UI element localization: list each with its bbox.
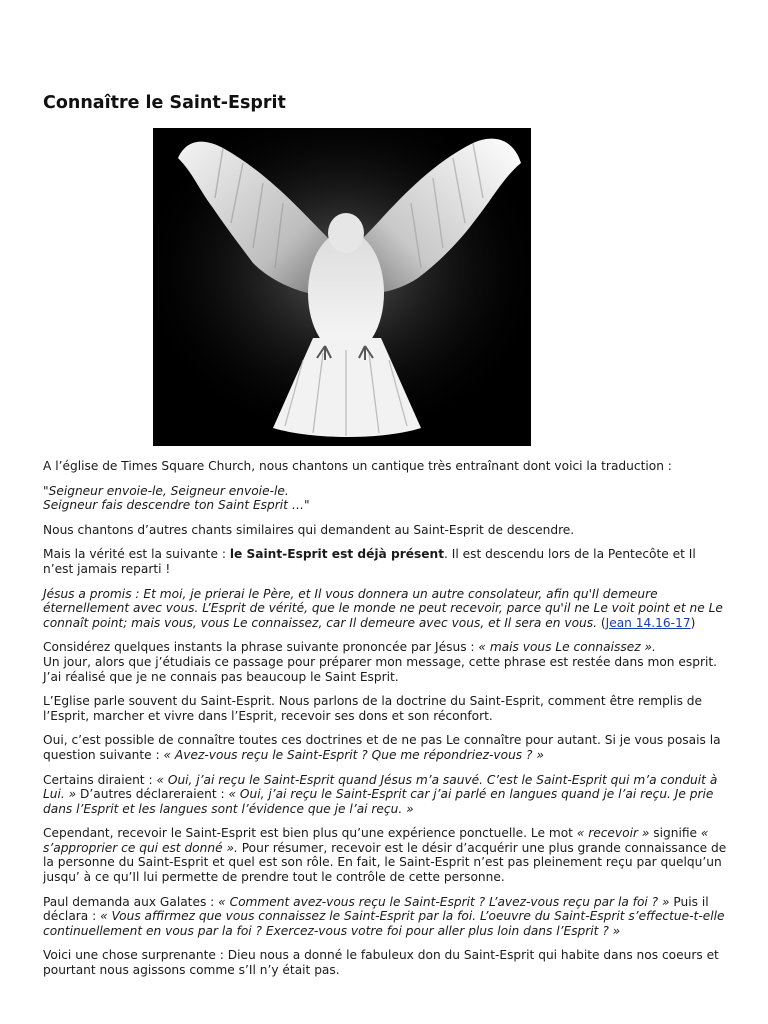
paragraph (43, 773, 727, 817)
text-run: ) (690, 615, 696, 630)
italic-text: « Oui, j’ai reçu le Saint-Esprit quand Jésus m’a sauvé. C’est le Saint-Esprit qui m’a conduit à Lui. » (43, 772, 718, 802)
paragraph (43, 547, 727, 576)
text-run: J’ai réalisé que je ne connais pas beaucoup le Saint Esprit. (43, 669, 399, 684)
text-run: Paul demanda aux Galates : (43, 894, 219, 909)
scripture-reference-link[interactable]: Jean 14.16-17 (605, 615, 691, 630)
text-run: Oui, c’est possible de connaître toutes ces doctrines et de ne pas Le connaître pour autant. Si je vous posais la question suivante : (43, 733, 721, 762)
italic-text: « recevoir » (576, 826, 650, 841)
italic-text: Jésus a promis : Et moi, je prierai le Père, et Il vous donnera un autre consolateur, afin qu'Il demeure éternellement avec vous. L’Esprit de vérité, que le monde ne peut recevoir, parce qu'il ne Le voit point et ne Le connaît point; mais vous, vous Le connaissez, car Il demeure avec vous, et Il sera en vous. (43, 586, 723, 630)
italic-text: « Avez-vous reçu le Saint-Esprit ? Que me répondriez-vous ? » (163, 747, 544, 762)
dove-icon (153, 128, 531, 446)
paragraph: Voici une chose surprenante : Dieu nous a donné le fabuleux don du Saint-Esprit qui habite dans nos coeurs et pourtant nous agissons comme s’Il n’y était pas. (43, 948, 719, 978)
dove-image (153, 128, 531, 446)
bold-text: le Saint-Esprit est déjà présent (229, 547, 445, 562)
paragraph: L’Eglise parle souvent du Saint-Esprit. Nous parlons de la doctrine du Saint-Esprit, comment être remplis de l’Esprit, marcher et vivre dans l’Esprit, recevoir ses dons et son réconfort. (43, 694, 703, 723)
text-run: signifie (649, 826, 701, 841)
text-run: Un jour, alors que j’étudiais ce passage pour préparer mon message, cette phrase est restée dans mon esprit. (43, 654, 718, 669)
quote-line: Seigneur fais descendre ton Saint Esprit …" (43, 498, 310, 513)
text-run: Considérez quelques instants la phrase suivante prononcée par Jésus : (43, 640, 479, 655)
text-run: Certains diraient : (43, 772, 157, 787)
paragraph: A l’église de Times Square Church, nous chantons un cantique très entraînant dont voici la traduction : (43, 459, 672, 473)
quote-line: "Seigneur envoie-le, Seigneur envoie-le. (43, 483, 289, 498)
text-run: Pour résumer, recevoir est le désir d’acquérir une plus grande connaissance de la personne du Saint-Esprit et quel est son rôle. En fait, le Saint-Esprit n’est pas pleinement reçu par quelqu’un jusqu’ à ce qu’Il lui permette de prendre tout le contrôle de cette personne. (43, 840, 727, 885)
italic-text: « Oui, j’ai reçu le Saint-Esprit car j’ai parlé en langues quand je l’ai reçu. Je prie dans l’Esprit et les langues sont l’évidence que je l’ai reçu. » (43, 787, 714, 816)
text-run: . Il est descendu lors de la Pentecôte et Il n’est jamais reparti ! (43, 547, 696, 576)
text-run: D’autres déclareraient : (76, 787, 229, 802)
text-run: ( (596, 615, 606, 630)
italic-text: « mais vous Le connaissez ». (478, 640, 656, 655)
page-title: Connaître le Saint-Esprit (43, 93, 286, 113)
text-run: Mais la vérité est la suivante : (43, 547, 230, 562)
paragraph: Nous chantons d’autres chants similaires qui demandent au Saint-Esprit de descendre. (43, 522, 575, 537)
italic-text: « Vous affirmez que vous connaissez le Saint-Esprit par la foi. L’oeuvre du Saint-Esprit s’effectue-t-elle continuellement en vous par la foi ? Exercez-vous votre foi pour aller plus loin dans l’Esprit ? » (43, 909, 725, 938)
paragraph (43, 826, 727, 884)
text-run: Cependant, recevoir le Saint-Esprit est bien plus qu’une expérience ponctuelle. Le mot (43, 826, 577, 841)
paragraph (43, 895, 727, 939)
article-body (43, 459, 727, 978)
scripture-quote (43, 587, 727, 631)
song-quote (43, 484, 727, 513)
text-run: Puis il déclara : (43, 894, 709, 924)
italic-text: « Comment avez-vous reçu le Saint-Esprit ? L’avez-vous reçu par la foi ? » (218, 894, 670, 909)
paragraph (43, 733, 727, 762)
italic-text: « s’approprier ce qui est donné ». (43, 826, 709, 855)
paragraph (43, 640, 727, 684)
